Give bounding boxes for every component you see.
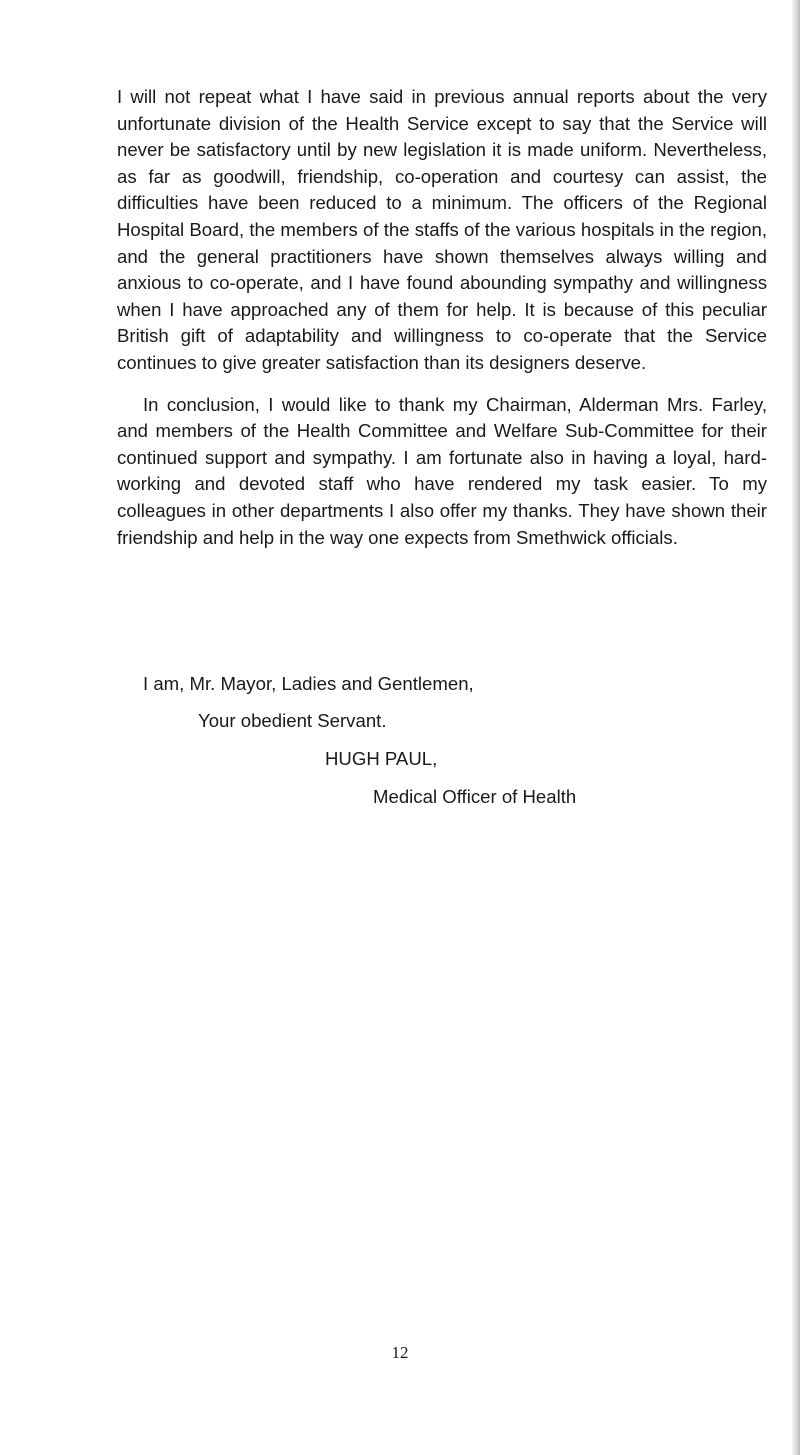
page-number: 12 (391, 1343, 409, 1362)
page-edge-shadow (792, 0, 800, 1455)
closing-valediction: Your obedient Servant. (198, 710, 387, 731)
body-text (117, 84, 767, 551)
signature-designation: Medical Officer of Health (373, 786, 577, 807)
closing-salutation: I am, Mr. Mayor, Ladies and Gentlemen, (143, 673, 474, 694)
signature-name: HUGH PAUL, (325, 748, 438, 769)
paragraph-conclusion: In conclusion, I would like to thank my Chairman, Alderman Mrs. Farley, and members of the Health Committee and Welfare Sub-Committee for their continued support and sympathy. I am fortunate also in having a loyal, hard-working and devoted staff who have rendered my task easier. To my colleagues in other departments I also offer my thanks. They have shown their friendship and help in the way one expects from Smethwick officials. (117, 393, 767, 548)
paragraph-health-service: I will not repeat what I have said in previous annual reports about the very unfortunate division of the Health Service except to say that the Service will never be satisfactory until by new legislation it is made uniform. Nevertheless, as far as goodwill, friendship, co-operation and courtesy can assist, the difficulties have been reduced to a minimum. The officers of the Regional Hospital Board, the members of the staffs of the various hospitals in the region, and the general practitioners have shown themselves always willing and anxious to co-operate, and I have found abounding sympathy and willingness when I have approached any of them for help. It is because of this peculiar British gift of adaptability and willingness to co-operate that the Service continues to give greater satisfaction than its designers deserve. (117, 86, 767, 373)
